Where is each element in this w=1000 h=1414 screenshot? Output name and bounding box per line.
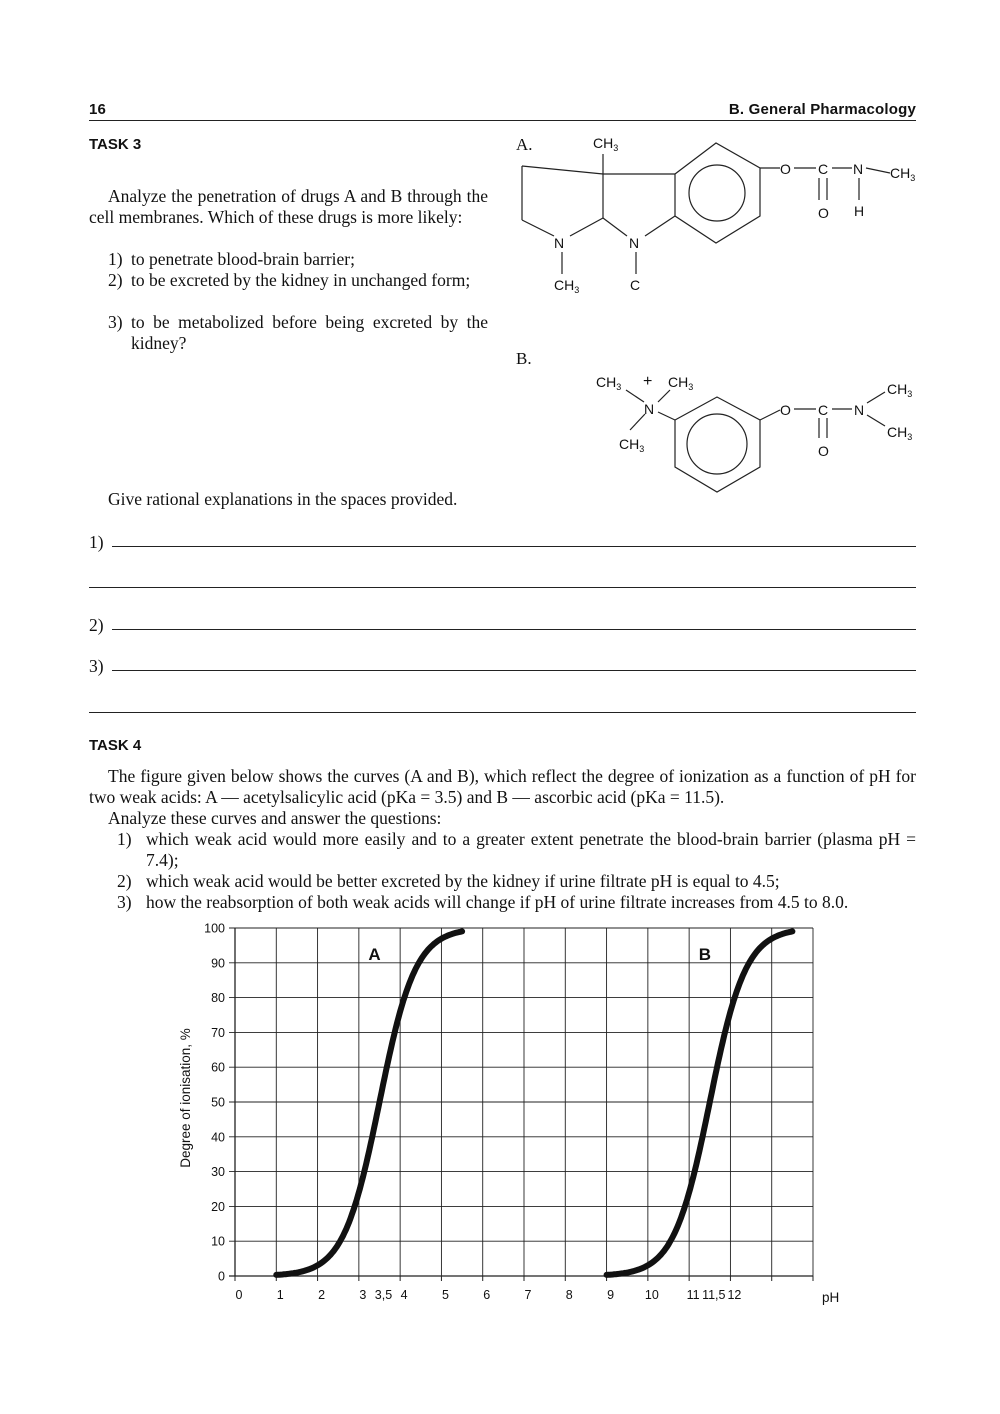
question-number: 1)	[108, 249, 123, 269]
task3-question	[89, 270, 488, 312]
atom-ch3-left: $CH_3$	[596, 374, 622, 392]
question-text: to penetrate blood-brain barrier;	[131, 249, 355, 269]
answer-line-1[interactable]	[112, 546, 916, 547]
chart-curves	[276, 931, 792, 1275]
y-axis-label: Degree of ionisation, %	[178, 1028, 193, 1168]
series-curve-A	[276, 931, 462, 1275]
x-tick-label: 0	[235, 1288, 243, 1302]
x-tick-labels	[236, 1288, 742, 1302]
atom-c-bottom: C	[630, 277, 641, 293]
structure-b-label: B.	[516, 349, 532, 368]
atom-ch3-lower: $CH_3$	[619, 436, 645, 454]
task4-title: TASK 4	[89, 737, 142, 754]
atom-n-amide: N	[853, 161, 864, 177]
task4-intro: The figure given below shows the curves (A and B), which reflect the degree of ionization as a function of pH for two weak acids: A — acetylsalicylic acid (pKa = 3.5) and B — ascorbic acid (pKa = 11.5).	[89, 766, 916, 807]
atom-o-carbonyl: O	[818, 443, 829, 459]
answer-label-2: 2)	[89, 615, 104, 635]
task3-question-list	[89, 249, 488, 354]
y-tick-label: 60	[211, 1060, 225, 1075]
task3-title: TASK 3	[89, 136, 142, 153]
atom-ch3-bottom: $CH_3$	[554, 277, 580, 295]
y-tick-labels	[204, 922, 225, 1284]
atom-n-left: N	[554, 235, 565, 251]
y-tick-label: 40	[211, 1130, 225, 1145]
atom-o-carbonyl: O	[818, 205, 829, 221]
task4-question	[89, 829, 916, 871]
atom-ch3-top: $CH_3$	[593, 135, 619, 153]
answer-line-3[interactable]	[112, 670, 916, 671]
atom-n-right: N	[629, 235, 640, 251]
x-tick-label: 3	[359, 1288, 367, 1302]
y-tick-label: 80	[211, 991, 225, 1006]
atom-ch3-amide: $CH_3$	[890, 165, 916, 183]
header-rule	[89, 120, 916, 121]
y-tick-label: 10	[211, 1234, 225, 1249]
atom-c-carbonyl: C	[818, 402, 829, 418]
x-tick-label: 5	[441, 1288, 449, 1302]
y-tick-label: 50	[211, 1095, 225, 1110]
question-text: which weak acid would more easily and to a greater extent penetrate the blood-brain barrier (plasma pH = 7.4);	[146, 829, 916, 870]
y-tick-label: 20	[211, 1199, 225, 1214]
task4-question-list	[89, 829, 916, 913]
question-number: 3)	[117, 892, 132, 912]
question-number: 1)	[117, 829, 132, 849]
structure-a-diagram	[510, 128, 930, 303]
question-number: 2)	[108, 270, 123, 290]
x-tick-label: 10	[644, 1288, 659, 1302]
y-tick-label: 0	[218, 1269, 225, 1284]
question-number: 2)	[117, 871, 132, 891]
charge-plus: +	[643, 373, 653, 390]
atom-ch3-right: $CH_3$	[668, 374, 694, 392]
y-tick-label: 100	[204, 921, 225, 936]
task4-analyze: Analyze these curves and answer the questions:	[108, 808, 442, 828]
task3-question	[89, 312, 488, 354]
atom-n-quaternary: N	[644, 401, 655, 417]
task4-question	[89, 871, 916, 892]
question-text: which weak acid would be better excreted by the kidney if urine filtrate pH is equal to 4.5;	[146, 871, 780, 891]
chart-grid	[229, 928, 813, 1281]
x-axis-label: pH	[822, 1290, 840, 1305]
structure-a-label: A.	[516, 135, 533, 154]
x-tick-label: 2	[318, 1288, 326, 1302]
explain-prompt: Give rational explanations in the spaces provided.	[108, 489, 458, 509]
page-number: 16	[89, 101, 107, 118]
atom-ch3-amide-top: $CH_3$	[887, 381, 913, 399]
atom-o-ester: O	[780, 402, 791, 418]
y-tick-label: 30	[211, 1165, 225, 1180]
task3-intro: Analyze the penetration of drugs A and B through the cell membranes. Which of these drugs is more likely:	[89, 186, 488, 227]
x-tick-label: 12	[727, 1288, 742, 1302]
series-label: B	[698, 944, 711, 964]
x-tick-label: 9	[607, 1288, 615, 1302]
y-tick-label: 70	[211, 1025, 225, 1040]
answer-line-2[interactable]	[112, 629, 916, 630]
x-tick-label: 11	[686, 1288, 700, 1302]
x-tick-label: 1	[276, 1288, 284, 1302]
structure-b-diagram	[510, 342, 930, 507]
x-tick-label: 11,5	[702, 1288, 726, 1302]
atom-h: H	[854, 203, 865, 219]
x-tick-label: 3,5	[374, 1288, 393, 1302]
series-label: A	[368, 944, 381, 964]
section-title: B. General Pharmacology	[728, 101, 916, 118]
task4-question	[89, 892, 916, 913]
x-tick-label: 8	[565, 1288, 573, 1302]
atom-n-amide: N	[854, 402, 865, 418]
atom-o-ester: O	[780, 161, 791, 177]
y-tick-label: 90	[211, 956, 225, 971]
task3-question	[89, 249, 488, 270]
question-text: to be excreted by the kidney in unchanged form;	[131, 270, 471, 290]
x-tick-label: 7	[524, 1288, 532, 1302]
question-number: 3)	[108, 312, 123, 332]
ionization-chart	[170, 915, 870, 1315]
answer-label-3: 3)	[89, 656, 104, 676]
series-curve-B	[607, 931, 793, 1275]
x-tick-label: 4	[400, 1288, 408, 1302]
atom-c-carbonyl: C	[818, 161, 829, 177]
atom-ch3-amide-bottom: $CH_3$	[887, 424, 913, 442]
question-text: how the reabsorption of both weak acids will change if pH of urine filtrate increases from 4.5 to 8.0.	[146, 892, 849, 912]
answer-label-1: 1)	[89, 532, 104, 552]
x-tick-label: 6	[483, 1288, 491, 1302]
answer-line-3b[interactable]	[89, 712, 916, 713]
question-text: to be metabolized before being excreted by the kidney?	[131, 312, 488, 353]
answer-line-1b[interactable]	[89, 587, 916, 588]
